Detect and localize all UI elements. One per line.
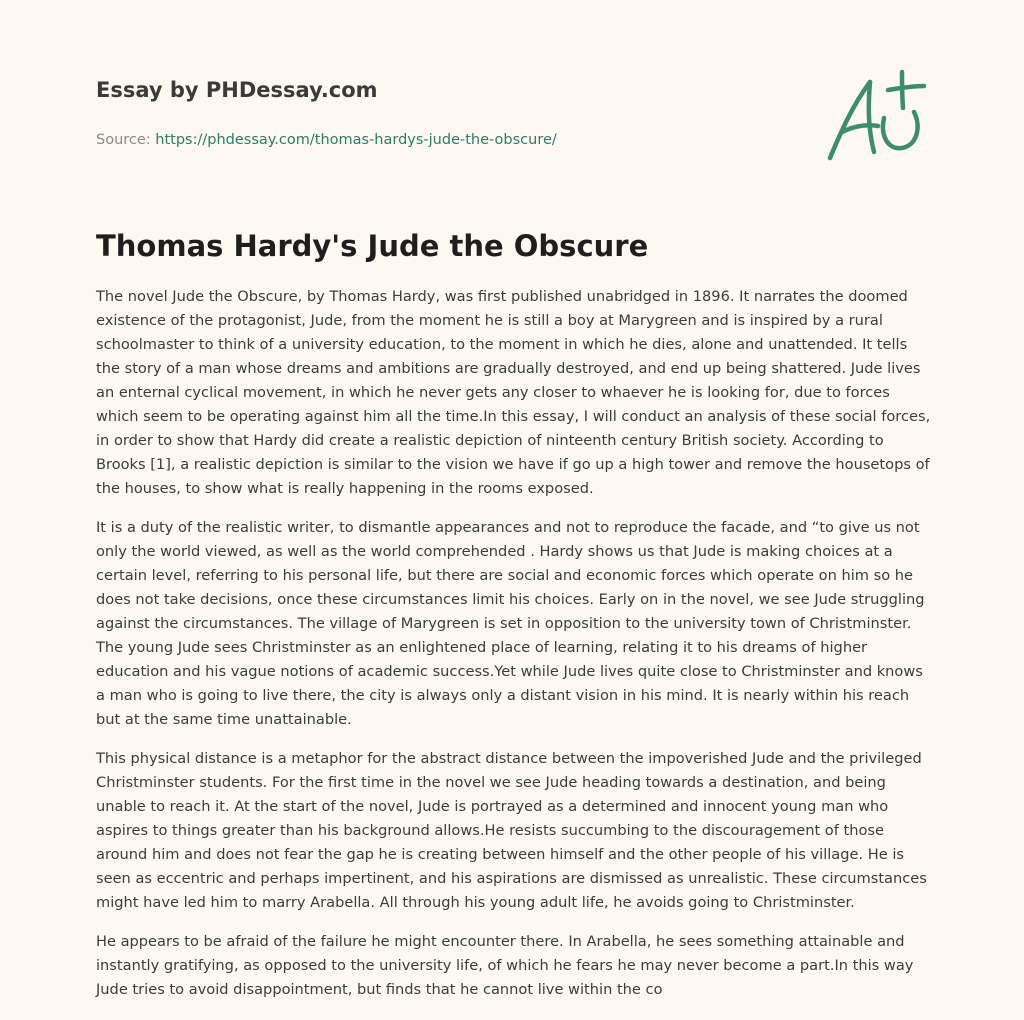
essay-title: Thomas Hardy's Jude the Obscure — [96, 229, 649, 263]
essay-paragraph: It is a duty of the realistic writer, to dismantle appearances and not to reproduce the facade, and “to give us not only the world viewed, as well as the world comprehended . Hardy shows us that Jude is making choices at a certain level, referring to his personal life, but there are social and economic forces which operate on him so he does not take decisions, once these circumstances limit his choices. Early on in the novel, we see Jude struggling against the circumstances. The village of Marygreen is set in opposition to the university town of Christminster. The young Jude sees Christminster as an enlightened place of learning, relating it to his dreams of higher education and his vague notions of academic success.Yet while Jude lives quite close to Christminster and knows a man who is going to live there, the city is always only a distant vision in his mind. It is nearly within his reach but at the same time unattainable. — [96, 519, 925, 728]
essay-paragraph: He appears to be afraid of the failure he might encounter there. In Arabella, he sees something attainable and instantly gratifying, as opposed to the university life, of which he fears he may never become a part.In this way Jude tries to avoid disappointment, but finds that he cannot live within the co — [96, 933, 914, 998]
a-plus-logo-icon — [818, 66, 928, 166]
brand-title: Essay by PHDessay.com — [96, 78, 378, 102]
source-label: Source: — [96, 132, 151, 148]
source-line — [96, 130, 796, 150]
essay-body — [96, 285, 931, 1017]
essay-paragraph: The novel Jude the Obscure, by Thomas Hardy, was first published unabridged in 1896. It narrates the doomed existence of the protagonist, Jude, from the moment he is still a boy at Marygreen and is inspired by a rural schoolmaster to think of a university education, to the moment in which he dies, alone and unattended. It tells the story of a man whose dreams and ambitions are gradually destroyed, and end up being shattered. Jude lives an enternal cyclical movement, in which he never gets any closer to whaever he is looking for, due to forces which seem to be operating against him all the time.In this essay, I will conduct an analysis of these social forces, in order to show that Hardy did create a realistic depiction of ninteenth century British society. According to Brooks [1], a realistic depiction is similar to the vision we have if go up a high tower and remove the housetops of the houses, to show what is really happening in the rooms exposed. — [96, 288, 931, 497]
source-link[interactable]: https://phdessay.com/thomas-hardys-jude-the-obscure/ — [155, 132, 557, 148]
essay-paragraph: This physical distance is a metaphor for the abstract distance between the impoverished Jude and the privileged Christminster students. For the first time in the novel we see Jude heading towards a destination, and being unable to reach it. At the start of the novel, Jude is portrayed as a determined and innocent young man who aspires to things greater than his background allows.He resists succumbing to the discouragement of those around him and does not fear the gap he is creating between himself and the other people of his village. He is seen as eccentric and perhaps impertinent, and his aspirations are dismissed as unrealistic. These circumstances might have led him to marry Arabella. All through his young adult life, he avoids going to Christminster. — [96, 750, 927, 911]
essay-header — [96, 76, 796, 150]
